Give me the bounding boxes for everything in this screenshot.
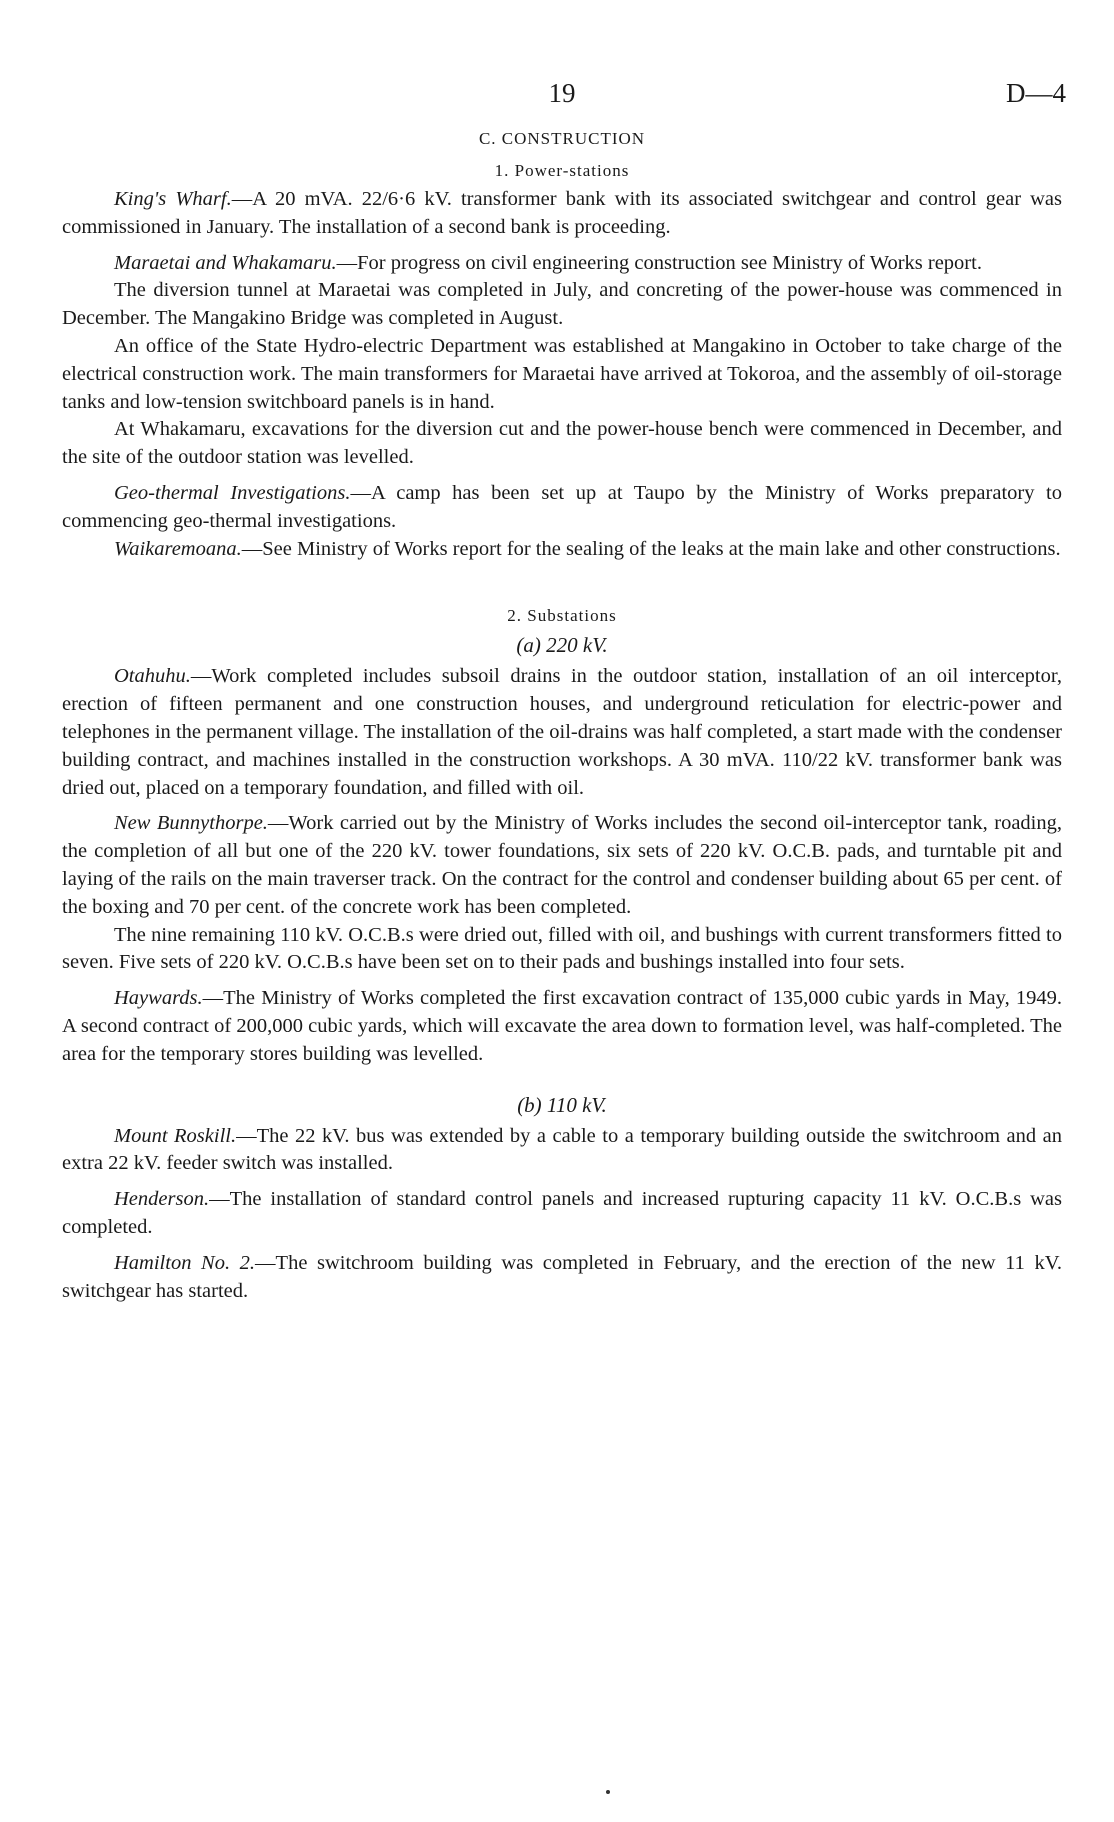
paragraph-text: —Work carried out by the Ministry of Works includes the second oil-interceptor tank, roading, the completion of all but one of the 220 kV. tower foundations, six sets of 220 kV. O.C.B. pads, and turntable pit and laying of the rails on the main traverser track. On the contract for the control and condenser building about 65 per cent. of the boxing and 70 per cent. of the concrete work has been completed. [62, 812, 1062, 918]
substations-heading: 2. Substations [507, 606, 617, 626]
page-header [62, 78, 1066, 122]
page-number: 19 [548, 78, 576, 108]
paragraph-lead: Mount Roskill. [114, 1124, 237, 1147]
paragraph-kings-wharf [62, 186, 1062, 242]
paragraph-text: —The installation of standard control panels and increased rupturing capacity 11 kV. O.C.B.s was completed. [62, 1188, 1062, 1238]
kv220-body [62, 663, 1062, 1068]
paragraph-waikaremoana [62, 536, 1062, 564]
paragraph-lead: New Bunnythorpe. [114, 812, 268, 835]
paragraph-text: The nine remaining 110 kV. O.C.B.s were dried out, filled with oil, and bushings with current transformers fitted to seven. Five sets of 220 kV. O.C.B.s have been set on to their pads and bushings installed into four sets. [62, 923, 1062, 974]
document-page [62, 78, 1066, 1305]
paragraph-diversion-tunnel [62, 277, 1062, 333]
paragraph-lead: Waikaremoana. [114, 537, 242, 560]
paragraph-lead: King's Wharf. [114, 188, 232, 210]
paragraph-mount-roskill [62, 1123, 1062, 1179]
scan-speck [606, 1790, 610, 1794]
paragraph-maraetai-whakamaru [62, 250, 1062, 278]
paragraph-text: An office of the State Hydro-electric Department was established at Mangakino in October to take charge of the electrical construction work. The main transformers for Maraetai have arrived at Tokoroa, and the assembly of oil-storage tanks and low-tension switchboard panels is in hand. [62, 334, 1062, 413]
power-stations-heading: 1. Power-stations [494, 161, 630, 180]
paragraph-text: —The Ministry of Works completed the first excavation contract of 135,000 cubic yards in May, 1949. A second contract of 200,000 cubic yards, which will excavate the area down to formation level, was half-completed. The area for the temporary stores building was levelled. [62, 987, 1062, 1065]
paragraph-lead: Geo-thermal Investigations. [114, 481, 351, 504]
paragraph-lead: Hamilton No. 2. [114, 1251, 256, 1274]
paragraph-hamilton [62, 1250, 1062, 1306]
document-code: D—4 [1006, 78, 1066, 108]
paragraph-text: —A 20 mVA. 22/6·6 kV. transformer bank with its associated switchgear and control gear was commissioned in January. The installation of a second bank is proceeding. [62, 188, 1063, 238]
paragraph-text: —The switchroom building was completed in February, and the erection of the new 11 kV. switchgear has started. [62, 1251, 1062, 1302]
kv110-heading: (b) 110 kV. [517, 1092, 607, 1117]
kv220-heading: (a) 220 kV. [516, 633, 608, 658]
paragraph-text: —A camp has been set up at Taupo by the Ministry of Works preparatory to commencing geo-thermal investigations. [62, 481, 1063, 532]
paragraph-text: The diversion tunnel at Maraetai was completed in July, and concreting of the power-house was commenced in December. The Mangakino Bridge was completed in August. [62, 279, 1062, 330]
paragraph-text: At Whakamaru, excavations for the diversion cut and the power-house bench were commenced in December, and the site of the outdoor station was levelled. [62, 418, 1062, 469]
paragraph-mangakino-office [62, 333, 1062, 416]
paragraph-text: —For progress on civil engineering construction see Ministry of Works report. [336, 251, 982, 274]
paragraph-henderson [62, 1186, 1062, 1242]
paragraph-haywards [62, 985, 1062, 1068]
paragraph-otahuhu [62, 663, 1062, 802]
kv110-body [62, 1123, 1062, 1306]
paragraph-new-bunnythorpe [62, 810, 1062, 921]
section-title: C. CONSTRUCTION [478, 129, 646, 148]
paragraph-text: —The 22 kV. bus was extended by a cable to a temporary building outside the switchroom and an extra 22 kV. feeder switch was installed. [62, 1124, 1062, 1175]
paragraph-geo-thermal [62, 480, 1062, 536]
paragraph-text: —See Ministry of Works report for the sealing of the leaks at the main lake and other constructions. [241, 537, 1061, 560]
paragraph-lead: Maraetai and Whakamaru. [114, 251, 337, 274]
paragraph-lead: Otahuhu. [114, 665, 191, 688]
paragraph-text: —Work completed includes subsoil drains in the outdoor station, installation of an oil interceptor, erection of fifteen permanent and one construction houses, and underground reticulation for electric-power and telephones in the permanent village. The installation of the oil-drains was half completed, a start made with the condenser building contract, and machines installed in the construction workshops. A 30 mVA. 110/22 kV. transformer bank was dried out, placed on a temporary foundation, and filled with oil. [62, 665, 1062, 799]
paragraph-lead: Henderson. [114, 1188, 210, 1211]
paragraph-ocb-remaining [62, 922, 1062, 978]
paragraph-whakamaru-excavations [62, 416, 1062, 472]
paragraph-lead: Haywards. [114, 987, 203, 1010]
power-stations-body [62, 186, 1062, 563]
